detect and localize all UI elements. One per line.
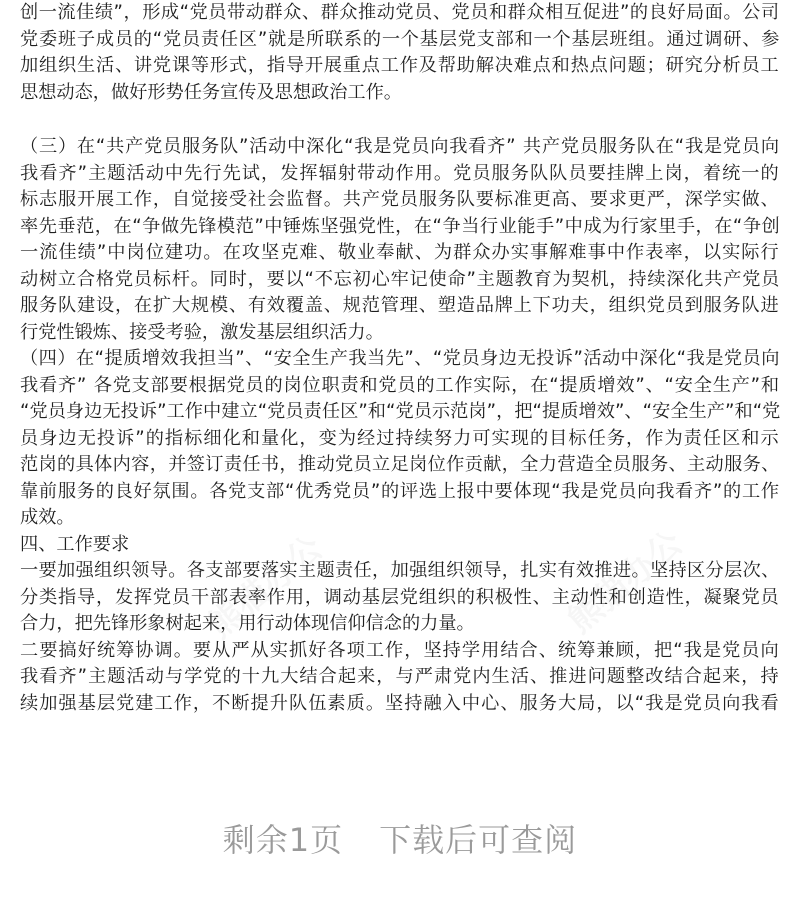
- text-line: 服务队建设，在扩大规模、有效覆盖、规范管理、塑造品牌上下功夫，组织党员到服务队进: [20, 295, 780, 316]
- text-line: 创一流佳绩”，形成“党员带动群众、群众推动党员、党员和群众相互促进”的良好局面。公司: [20, 2, 780, 23]
- download-prompt[interactable]: [0, 820, 800, 860]
- text-line: 行党性锻炼、接受考验，激发基层组织活力。: [20, 321, 384, 343]
- paragraph-block-1: [20, 0, 780, 106]
- remaining-pages-label: 剩余1页: [222, 821, 344, 859]
- text-line: 成效。: [20, 507, 75, 528]
- text-line: “党员身边无投诉”工作中建立“党员责任区”和“党员示范岗”，把“提质增效”、“安全生产”和“党: [20, 401, 780, 422]
- text-line: 四、工作要求: [20, 533, 130, 555]
- document-body: [20, 0, 780, 717]
- text-line: （四）在“提质增效我担当”、“安全生产我当先”、“党员身边无投诉”活动中深化“我是党员向: [20, 348, 780, 369]
- text-line: 续加强基层党建工作，不断提升队伍素质。坚持融入中心、服务大局，以“我是党员向我看: [20, 692, 780, 714]
- text-line: （三）在“共产党员服务队”活动中深化“我是党员向我看齐” 共产党员服务队在“我是党员向: [20, 136, 780, 157]
- paragraph-block-2: [20, 134, 780, 717]
- text-line: 一流佳绩”中岗位建功。在攻坚克难、敬业奉献、为群众办实事解难事中作表率，以实际行: [20, 242, 780, 263]
- text-line: 我看齐” 各党支部要根据党员的岗位职责和党员的工作实际，在“提质增效”、“安全生产”和: [20, 374, 780, 396]
- text-line: 率先垂范，在“争做先锋模范”中锤炼坚强党性，在“争当行业能手”中成为行家里手，在“争创: [20, 215, 780, 237]
- text-line: 加组织生活、讲党课等形式，指导开展重点工作及帮助解决难点和热点问题；研究分析员工: [20, 55, 780, 76]
- text-line: 靠前服务的良好氛围。各党支部“优秀党员”的评选上报中要体现“我是党员向我看齐”的工作: [20, 480, 780, 502]
- text-line: 分类指导，发挥党员干部表率作用，调动基层党组织的积极性、主动性和创造性，凝聚党员: [20, 586, 780, 608]
- text-line: 范岗的具体内容，并签订责任书，推动党员立足岗位作贡献，全力营造全员服务、主动服务、: [20, 454, 780, 475]
- text-line: 动树立合格党员标杆。同时，要以“不忘初心牢记使命”主题教育为契机，持续深化共产党员: [20, 268, 780, 290]
- text-line: 我看齐”主题活动与学党的十九大结合起来，与严肃党内生活、推进问题整改结合起来，持: [20, 666, 780, 687]
- paragraph-gap: [20, 106, 780, 134]
- text-line: 员身边无投诉”的指标细化和量化，变为经过持续努力可实现的目标任务，作为责任区和示: [20, 427, 780, 449]
- text-line: 二要搞好统筹协调。要从严从实抓好各项工作，坚持学用结合、统筹兼顾，把“我是党员向: [20, 639, 780, 661]
- text-line: 思想动态，做好形势任务宣传及思想政治工作。: [20, 81, 402, 103]
- text-line: 合力，把先锋形象树起来，用行动体现信仰信念的力量。: [20, 613, 475, 634]
- text-line: 我看齐”主题活动中先行先试，发挥辐射带动作用。党员服务队队员要挂牌上岗，着统一的: [20, 162, 780, 184]
- download-to-view-label: 下载后可查阅: [379, 821, 578, 859]
- text-line: 党委班子成员的“党员责任区”就是所联系的一个基层党支部和一个基层班组。通过调研、参: [20, 28, 780, 50]
- text-line: 一要加强组织领导。各支部要落实主题责任，加强组织领导，扎实有效推进。坚持区分层次、: [20, 560, 780, 581]
- text-line: 标志服开展工作，自觉接受社会监督。共产党员服务队要标准更高、要求更严，深学实做、: [20, 189, 780, 210]
